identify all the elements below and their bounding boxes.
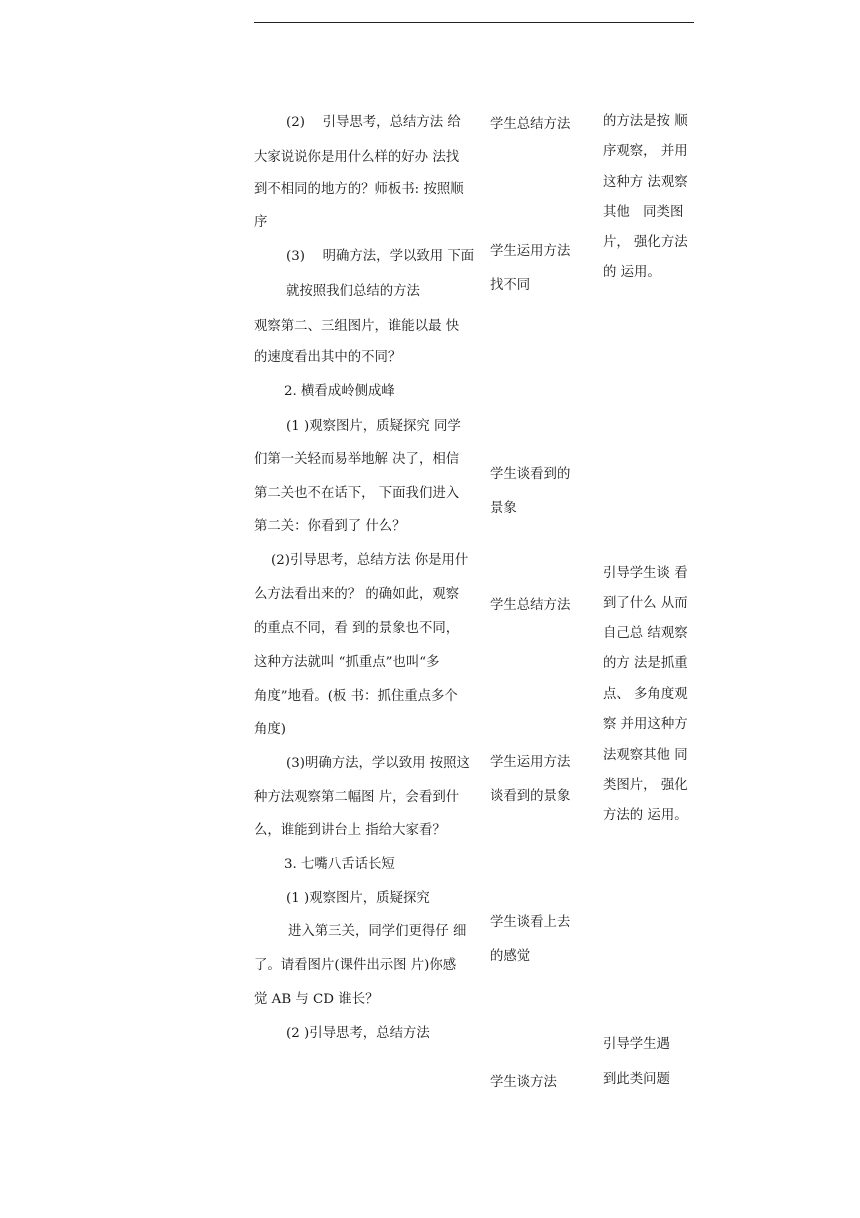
col1-line: 的速度看出其中的不同？ bbox=[254, 350, 402, 365]
col1-line: 角度”地看。(板 书：抓住重点多个 bbox=[254, 689, 458, 704]
col1-line: 序 bbox=[254, 215, 268, 230]
col1-line: 这种方法就叫 “抓重点”也叫“多 bbox=[254, 655, 440, 670]
col1-line: 大家说说你是用什么样的好办 法找 bbox=[254, 150, 460, 165]
col1-line: 第二关：你看到了 什么？ bbox=[254, 519, 406, 534]
col2-line: 学生谈看上去 bbox=[490, 915, 571, 930]
col1-line: 的重点不同，看 到的景象也不同， bbox=[254, 621, 460, 636]
col3-line: 类图片， 强化 bbox=[603, 778, 688, 793]
col2-line: 找不同 bbox=[490, 278, 531, 293]
col1-line: 么，谁能到讲台上 指给大家看？ bbox=[254, 823, 446, 838]
col3-line: 这种方 法观察 bbox=[603, 175, 688, 190]
col1-line: (1 )观察图片，质疑探究 bbox=[286, 891, 430, 906]
col1-line: 种方法观察第二幅图 片，会看到什 bbox=[254, 790, 460, 805]
col2-line: 学生总结方法 bbox=[490, 598, 571, 613]
col1-line: 到不相同的地方的？师板书: 按照顺 bbox=[254, 182, 464, 197]
col1-line: (1 )观察图片，质疑探究 同学 bbox=[286, 419, 461, 434]
col2-line: 的感觉 bbox=[490, 949, 531, 964]
col2-line: 学生谈方法 bbox=[490, 1075, 557, 1090]
col3-line: 引导学生遇 bbox=[603, 1037, 670, 1052]
col2-line: 学生运用方法 bbox=[490, 755, 571, 770]
col1-line: 2. 横看成岭侧成峰 bbox=[284, 384, 395, 399]
col2-line: 谈看到的景象 bbox=[490, 789, 571, 804]
col1-line: (2 )引导思考，总结方法 bbox=[286, 1026, 430, 1041]
col3-line: 其他 同类图 bbox=[603, 205, 684, 220]
col3-line: 片， 强化方法 bbox=[603, 235, 688, 250]
col1-line: 觉 AB 与 CD 谁长？ bbox=[254, 992, 379, 1007]
col1-line: 么方法看出来的？ 的确如此，观察 bbox=[254, 587, 460, 602]
col1-line: (2)引导思考，总结方法 你是用什 bbox=[271, 553, 469, 568]
col1-line: 进入第三关，同学们更得仔 细 bbox=[288, 924, 467, 939]
col1-line: 了。请看图片(课件出示图 片)你感 bbox=[254, 958, 457, 973]
col1-line: 就按照我们总结的方法 bbox=[286, 284, 420, 299]
col3-line: 序观察， 并用 bbox=[603, 144, 688, 159]
col3-line: 方法的 运用。 bbox=[603, 808, 688, 823]
col1-line: (2) 引导思考，总结方法 给 bbox=[286, 115, 461, 130]
col3-line: 察 并用这种方 bbox=[603, 717, 688, 732]
col3-line: 的 运用。 bbox=[603, 265, 661, 280]
col1-line: 角度) bbox=[254, 722, 287, 737]
col3-line: 点、 多角度观 bbox=[603, 687, 688, 702]
col3-line: 的方 法是抓重 bbox=[603, 656, 688, 671]
col1-line: 们第一关轻而易举地解 决了，相信 bbox=[254, 452, 460, 467]
header-rule bbox=[254, 22, 694, 23]
col3-line: 法观察其他 同 bbox=[603, 748, 688, 763]
col2-line: 景象 bbox=[490, 501, 517, 516]
col2-line: 学生运用方法 bbox=[490, 244, 571, 259]
col3-line: 到此类问题 bbox=[603, 1072, 670, 1087]
col3-line: 到了什么 从而 bbox=[603, 596, 688, 611]
col1-line: 观察第二、三组图片，谁能以最 快 bbox=[254, 319, 460, 334]
col2-line: 学生总结方法 bbox=[490, 117, 571, 132]
col1-line: 第二关也不在话下， 下面我们进入 bbox=[254, 486, 460, 501]
col3-line: 的方法是按 顺 bbox=[603, 114, 688, 129]
col1-line: (3)明确方法，学以致用 按照这 bbox=[286, 756, 470, 771]
col3-line: 自己总 结观察 bbox=[603, 626, 688, 641]
col1-line: 3. 七嘴八舌话长短 bbox=[284, 857, 395, 872]
col2-line: 学生谈看到的 bbox=[490, 467, 571, 482]
col3-line: 引导学生谈 看 bbox=[603, 566, 688, 581]
col1-line: (3) 明确方法，学以致用 下面 bbox=[286, 249, 475, 264]
